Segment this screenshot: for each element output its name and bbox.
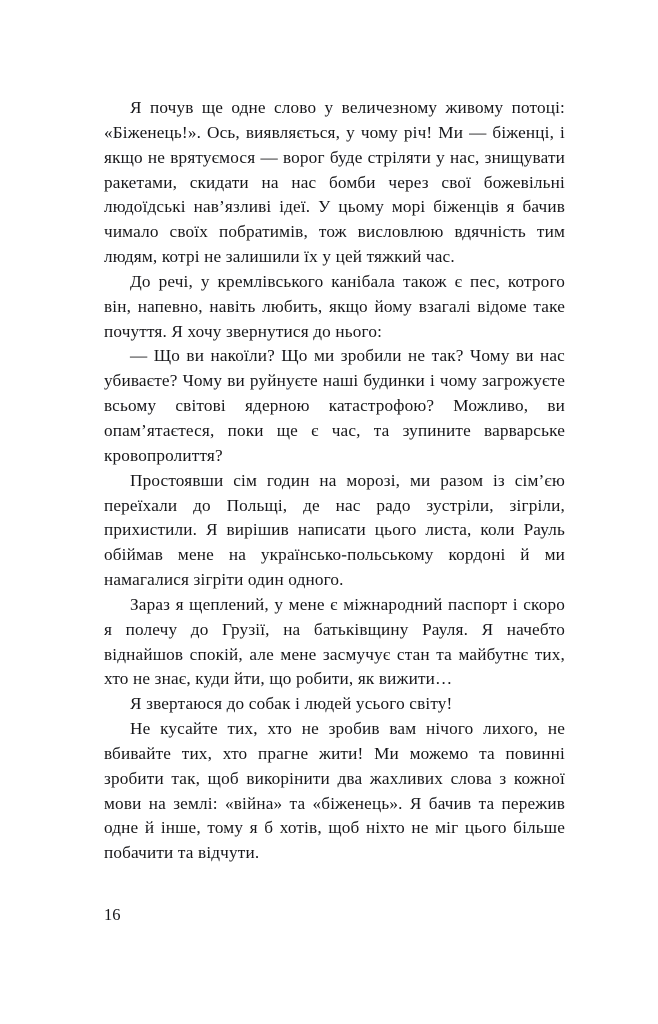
paragraph: Зараз я щеплений, у мене є міжнародний паспорт і скоро я полечу до Грузії, на батьківщину Рауля. Я начебто віднайшов спокій, але мене засмучує стан та майбутнє тих, хто не знає, куди йти, що робити, як вижити…	[104, 594, 565, 689]
paragraph: До речі, у кремлівського канібала також є пес, котрого він, напевно, навіть любить, якщо йому взагалі відоме таке почуття. Я хочу звернутися до нього:	[104, 271, 565, 341]
paragraph: Я звертаюся до собак і людей усього світу!	[130, 694, 453, 714]
page-number: 16	[104, 905, 121, 924]
paragraph: Не кусайте тих, хто не зробив вам нічого лихого, не вбивайте тих, хто прагне жити! Ми можемо та повинні зробити так, щоб викорінити два жахливих слова з кожної мови на землі: «війна» та «біженець». Я бачив та пережив одне й інше, тому я б хотів, щоб ніхто не міг цього більше побачити та відчути.	[104, 719, 565, 863]
paragraph: Простоявши сім годин на морозі, ми разом із сім’єю переїхали до Польщі, де нас радо зустріли, зігріли, прихистили. Я вирішив написати цього листа, коли Рауль обіймав мене на українсько-польському кордоні й ми намагалися зігріти один одного.	[104, 470, 565, 590]
paragraph: Я почув ще одне слово у величезному живому потоці: «Біженець!». Ось, виявляється, у чому річ! Ми — біженці, і якщо не врятуємося — ворог буде стріляти у нас, знищувати ракетами, скидати на нас бомби через свої божевільні людоїдські нав’язливі ідеї. У цьому морі біженців я бачив чимало своїх побратимів, тож висловлюю вдячність тим людям, котрі не залишили їх у цей тяжкий час.	[104, 98, 565, 267]
paragraph: — Що ви накоїли? Що ми зробили не так? Чому ви нас убиваєте? Чому ви руйнуєте наші будинки і чому загрожуєте всьому світові ядерною катастрофою? Можливо, ви опам’ятаєтеся, поки ще є час, та зупините варварське кровопролиття?	[104, 346, 565, 465]
page-text-block	[104, 96, 565, 866]
